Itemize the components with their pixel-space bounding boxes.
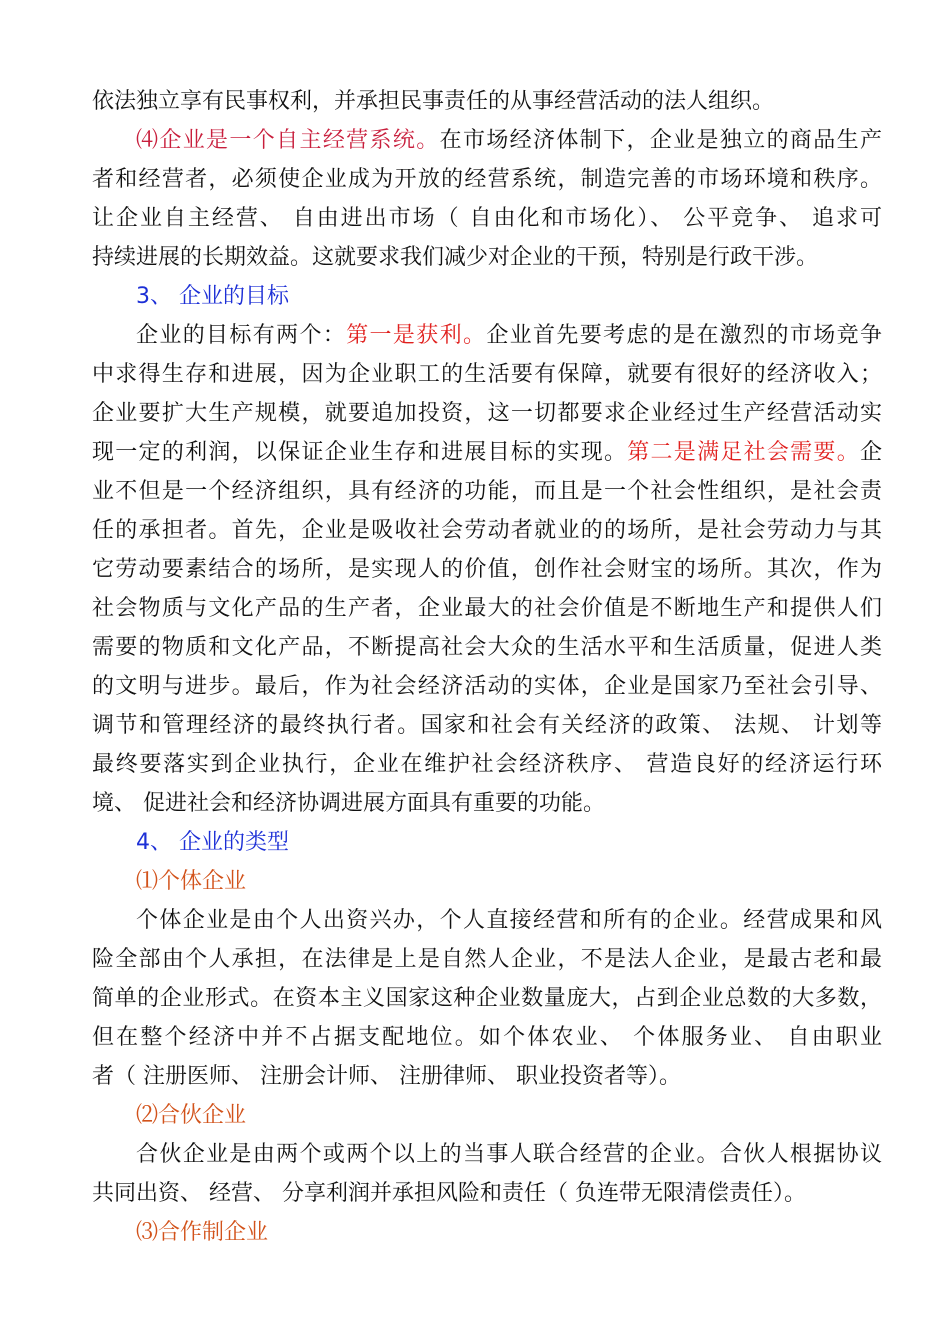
text-line: 中求得生存和进展，因为企业职工的生活要有保障，就要有很好的经济收入；	[92, 362, 882, 387]
text-fragment: 在市场经济体制下，企业是独立的商品生产	[439, 128, 882, 153]
text-line: 险全部由个人承担，在法律是上是自然人企业，不是法人企业，是最古老和最	[92, 947, 882, 972]
text-line: 需要的物质和文化产品，不断提高社会大众的生活水平和生活质量，促进人类	[92, 635, 882, 660]
text-line: 持续进展的长期效益。这就要求我们减少对企业的干预，特别是行政干涉。	[92, 245, 819, 270]
text-fragment: 企业的目标有两个：	[136, 323, 347, 348]
text-line: 任的承担者。首先，企业是吸收社会劳动者就业的的场所，是社会劳动力与其	[92, 518, 882, 543]
text-line: 企业要扩大生产规模，就要追加投资，这一切都要求企业经过生产经营活动实	[92, 401, 882, 426]
text-line: 个体企业是由个人出资兴办，个人直接经营和所有的企业。经营成果和风	[136, 908, 882, 933]
section-heading: 4、 企业的类型	[136, 830, 289, 855]
text-line	[92, 433, 882, 472]
text-line: 依法独立享有民事权利，并承担民事责任的从事经营活动的法人组织。	[92, 89, 775, 114]
text-line: 境、 促进社会和经济协调进展方面具有重要的功能。	[92, 791, 605, 816]
text-line: 合伙企业是由两个或两个以上的当事人联合经营的企业。合伙人根据协议	[136, 1142, 882, 1167]
text-line: 社会物质与文化产品的生产者，企业最大的社会价值是不断地生产和提供人们	[92, 596, 882, 621]
subsection-heading: ⑴个体企业	[136, 869, 247, 894]
text-line: 它劳动要素结合的场所，是实现人的价值，创作社会财宝的场所。其次，作为	[92, 557, 882, 582]
subsection-heading: ⑵合伙企业	[136, 1103, 247, 1128]
text-line: 者和经营者，必须使企业成为开放的经营系统，制造完善的市场环境和秩序。	[92, 167, 882, 192]
text-line: 简单的企业形式。在资本主义国家这种企业数量庞大，占到企业总数的大多数，	[92, 986, 882, 1011]
text-line	[92, 316, 882, 355]
text-line: 共同出资、 经营、 分享利润并承担风险和责任（ 负连带无限清偿责任）。	[92, 1181, 806, 1206]
text-line: 者（ 注册医师、 注册会计师、 注册律师、 职业投资者等）。	[92, 1064, 681, 1089]
emphasis-text: 第一是获利。	[346, 323, 487, 348]
text-line: 的文明与进步。最后，作为社会经济活动的实体，企业是国家乃至社会引导、	[92, 674, 882, 699]
text-line: 但在整个经济中并不占据支配地位。如个体农业、 个体服务业、 自由职业	[92, 1025, 882, 1050]
emphasis-text: 第二是满足社会需要。	[627, 440, 860, 465]
text-line: 调节和管理经济的最终执行者。国家和社会有关经济的政策、 法规、 计划等	[92, 713, 882, 738]
text-fragment: 企业首先要考虑的是在激烈的市场竞争	[486, 323, 882, 348]
document-page	[92, 82, 882, 1252]
text-fragment: 现一定的利润，以保证企业生存和进展目标的实现。	[92, 440, 628, 465]
text-line: 让企业自主经营、 自由进出市场（ 自由化和市场化）、 公平竞争、 追求可	[92, 206, 882, 231]
text-fragment: 企	[859, 440, 882, 465]
section-heading: 3、 企业的目标	[136, 284, 289, 309]
subsection-heading: ⑶合作制企业	[136, 1220, 269, 1245]
text-line: 最终要落实到企业执行，企业在维护社会经济秩序、 营造良好的经济运行环	[92, 752, 882, 777]
emphasis-text: ⑷企业是一个自主经营系统。	[136, 128, 440, 153]
text-line: 业不但是一个经济组织，具有经济的功能，而且是一个社会性组织，是社会责	[92, 479, 882, 504]
text-line	[92, 121, 882, 160]
